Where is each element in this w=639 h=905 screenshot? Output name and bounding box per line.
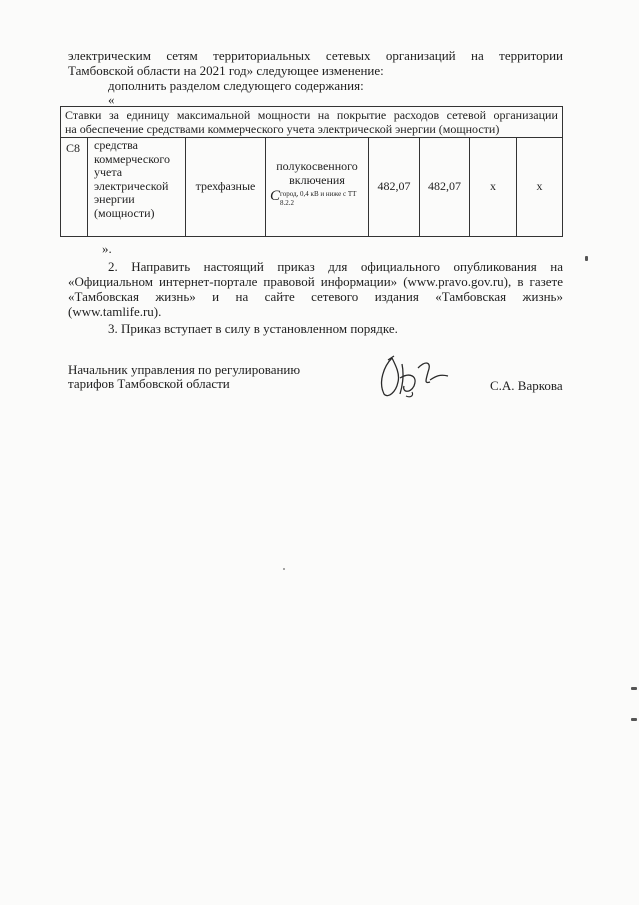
name-line: учета	[94, 165, 123, 179]
word: приказ	[277, 259, 315, 274]
word: за	[108, 108, 120, 122]
word: мощности	[257, 108, 311, 122]
mark-2: х	[536, 179, 543, 194]
rates-table	[60, 106, 563, 237]
word: жизнь»	[522, 289, 563, 304]
table-header-line-2: на обеспечение средствами коммерческого учета электрической энергии (мощности)	[65, 122, 500, 136]
name-line: (мощности)	[94, 205, 155, 220]
word: «Тамбовская	[68, 289, 139, 304]
name-line: средства	[94, 138, 139, 152]
connection-line: полукосвенного	[276, 159, 358, 173]
word: 2.	[108, 259, 118, 274]
cell-value-2	[420, 138, 470, 236]
item3-text: 3. Приказ вступает в силу в установленном порядке.	[108, 321, 398, 336]
close-quote: ».	[102, 241, 112, 256]
word: опубликования	[453, 259, 537, 274]
word: (www.pravo.gov.ru),	[403, 274, 512, 289]
formula-symbol: C	[270, 188, 281, 204]
word: официального	[360, 259, 440, 274]
phase-text: трехфазные	[195, 179, 256, 194]
value-1: 482,07	[377, 179, 411, 194]
word: сетям	[166, 48, 198, 63]
formula	[266, 187, 368, 209]
connection-line: включения	[289, 172, 345, 187]
word: сетевого	[311, 289, 359, 304]
word: «Официальном	[68, 274, 153, 289]
word: издания	[374, 289, 419, 304]
open-quote: «	[108, 92, 115, 107]
cell-mark-2	[517, 138, 562, 236]
word: интернет-портале	[158, 274, 258, 289]
item2-line-2	[68, 274, 563, 289]
word: информации»	[320, 274, 398, 289]
scan-speck	[631, 687, 637, 690]
cell-name	[88, 138, 186, 236]
word: электрическим	[68, 48, 151, 63]
word: организаций	[385, 48, 456, 63]
intro-line-1	[68, 48, 563, 63]
cell-connection	[266, 138, 369, 236]
item2-line-3	[68, 289, 563, 304]
word: максимальной	[176, 108, 251, 122]
word: настоящий	[203, 259, 264, 274]
intro-line-2: Тамбовской области на 2021 год» следующее изменение:	[68, 63, 384, 78]
word: жизнь»	[155, 289, 196, 304]
name-line: электрической	[94, 178, 169, 193]
table-header-line-1	[65, 108, 558, 122]
word: газете	[529, 274, 563, 289]
scan-speck	[283, 568, 285, 570]
word: Ставки	[65, 108, 102, 122]
item2-line-4: (www.tamlife.ru).	[68, 304, 162, 319]
word: в	[517, 274, 524, 289]
word: на	[550, 259, 563, 274]
word: покрытие	[336, 108, 387, 122]
cell-code	[61, 138, 88, 236]
table-header	[61, 107, 562, 138]
word: на	[317, 108, 330, 122]
word: «Тамбовская	[435, 289, 507, 304]
formula-subscript: 8.2.2	[280, 199, 294, 207]
signatory-title-2: тарифов Тамбовской области	[68, 376, 230, 391]
word: правовой	[263, 274, 315, 289]
formula-superscript: город, 0,4 кВ и ниже с ТТ	[280, 190, 357, 198]
signatory-name: С.А. Варкова	[490, 378, 563, 393]
word: и	[212, 289, 220, 304]
word: на	[471, 48, 484, 63]
word: сетевой	[446, 108, 486, 122]
cell-value-1	[369, 138, 420, 236]
word: сетевых	[325, 48, 371, 63]
handwritten-signature	[370, 352, 465, 402]
cell-phase	[186, 138, 266, 236]
word: на	[235, 289, 249, 304]
signatory-title-1: Начальник управления по регулированию	[68, 362, 301, 377]
intro-line-3: дополнить разделом следующего содержания:	[108, 78, 364, 93]
word: территории	[499, 48, 563, 63]
item2-line-1	[108, 259, 563, 274]
word: единицу	[126, 108, 170, 122]
name-line: энергии	[94, 192, 135, 206]
cell-mark-1	[470, 138, 517, 236]
word: для	[328, 259, 348, 274]
scan-speck	[631, 718, 637, 721]
row-code: С8	[66, 141, 81, 155]
value-2: 482,07	[428, 179, 461, 194]
mark-1: х	[490, 179, 496, 194]
word: расходов	[393, 108, 440, 122]
name-line: коммерческого	[94, 151, 171, 166]
word: сайте	[264, 289, 295, 304]
word: организации	[493, 108, 558, 122]
word: территориальных	[213, 48, 311, 63]
word: Направить	[131, 259, 191, 274]
scan-speck	[585, 256, 588, 261]
